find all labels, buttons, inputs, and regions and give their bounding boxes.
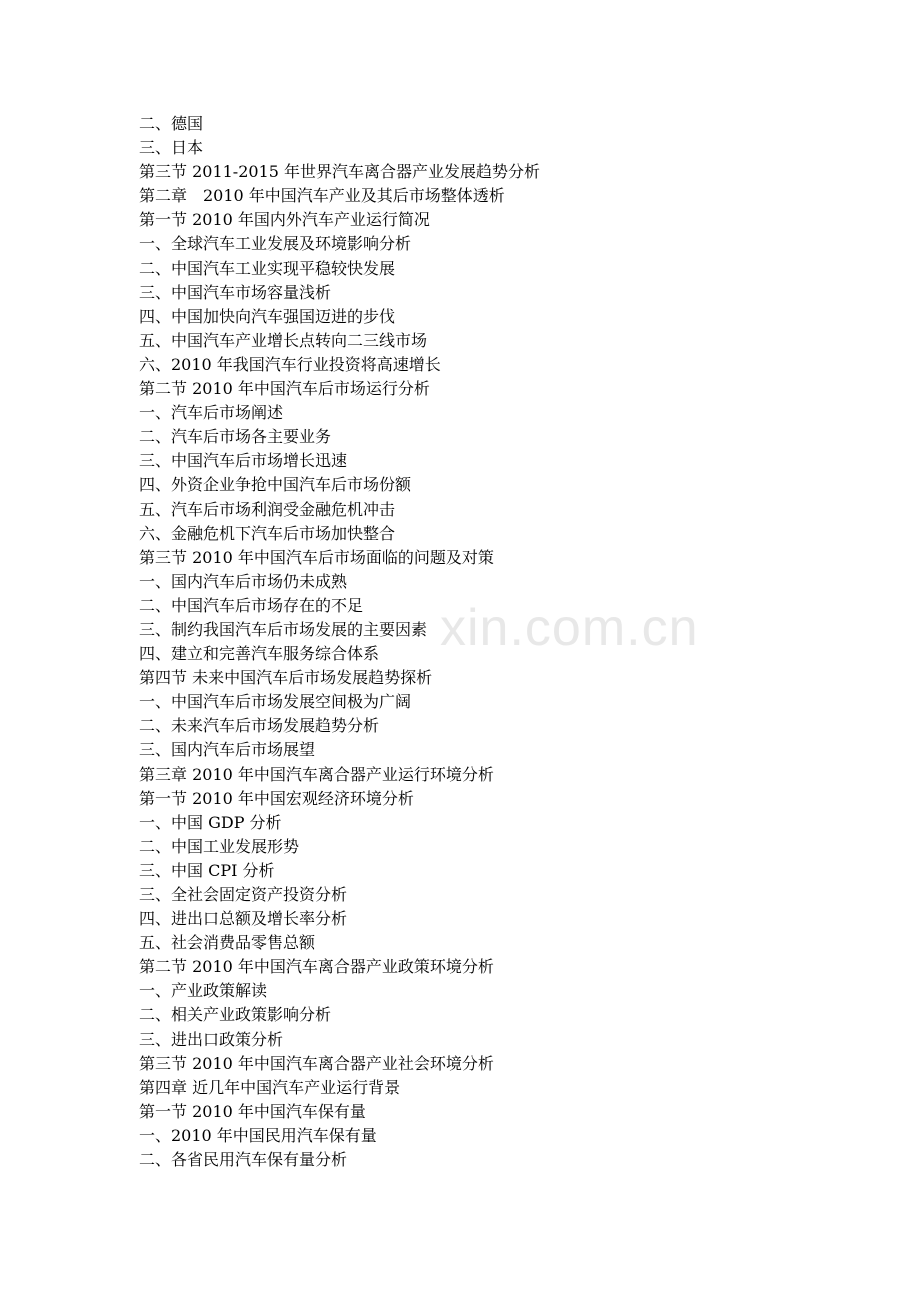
toc-line: 第一节 2010 年国内外汽车产业运行简况 [139,210,430,230]
toc-line: 三、中国汽车市场容量浅析 [139,282,332,302]
toc-line: 三、进出口政策分析 [139,1029,284,1049]
toc-line: 一、中国汽车后市场发展空间极为广阔 [139,692,412,712]
toc-line: 五、中国汽车产业增长点转向二三线市场 [139,330,428,350]
toc-line: 二、中国汽车后市场存在的不足 [139,595,364,615]
toc-line: 二、德国 [139,114,204,133]
toc-line: 第一节 2010 年中国汽车保有量 [139,1101,366,1121]
toc-line: 第三节 2011-2015 年世界汽车离合器产业发展趋势分析 [139,162,541,182]
toc-line: 三、全社会固定资产投资分析 [139,885,348,904]
toc-line: 三、中国 CPI 分析 [139,860,275,880]
toc-line: 一、中国 GDP 分析 [139,812,282,832]
toc-line: 二、各省民用汽车保有量分析 [139,1150,348,1170]
toc-line: 四、进出口总额及增长率分析 [139,909,348,929]
toc-line: 五、汽车后市场利润受金融危机冲击 [139,499,396,519]
toc-line: 第四章 近几年中国汽车产业运行背景 [139,1077,401,1097]
toc-line: 四、建立和完善汽车服务综合体系 [139,644,380,664]
toc-line: 第一节 2010 年中国宏观经济环境分析 [139,788,414,808]
toc-line: 第三章 2010 年中国汽车离合器产业运行环境分析 [139,764,494,784]
toc-line: 四、中国加快向汽车强国迈进的步伐 [139,306,396,326]
toc-line: 一、全球汽车工业发展及环境影响分析 [139,234,412,254]
toc-line: 第二节 2010 年中国汽车后市场运行分析 [139,379,430,399]
toc-line: 二、中国工业发展形势 [139,836,300,856]
toc-line: 一、国内汽车后市场仍未成熟 [139,571,348,591]
toc-line: 第二章 2010 年中国汽车产业及其后市场整体透析 [139,186,505,206]
toc-line: 一、产业政策解读 [139,981,268,1001]
toc-line: 二、相关产业政策影响分析 [139,1005,332,1025]
toc-line: 三、中国汽车后市场增长迅速 [139,451,348,471]
toc-line: 三、制约我国汽车后市场发展的主要因素 [139,619,428,639]
watermark: xin.com.cn [440,599,699,657]
toc-line: 五、社会消费品零售总额 [139,933,316,953]
toc-line: 三、日本 [139,138,204,158]
toc-line: 第四节 未来中国汽车后市场发展趋势探析 [139,668,433,688]
toc-line: 三、国内汽车后市场展望 [139,740,316,760]
toc-line: 一、2010 年中国民用汽车保有量 [139,1125,377,1145]
toc-line: 第二节 2010 年中国汽车离合器产业政策环境分析 [139,957,494,977]
toc-line: 二、未来汽车后市场发展趋势分析 [139,716,380,736]
toc-line: 第三节 2010 年中国汽车离合器产业社会环境分析 [139,1053,494,1073]
toc-line: 一、汽车后市场阐述 [139,403,284,423]
toc-line: 四、外资企业争抢中国汽车后市场份额 [139,475,412,495]
toc-line: 六、2010 年我国汽车行业投资将高速增长 [139,354,441,374]
toc-line: 六、金融危机下汽车后市场加快整合 [139,523,396,543]
toc-line: 第三节 2010 年中国汽车后市场面临的问题及对策 [139,547,494,567]
table-of-contents [139,112,799,1172]
toc-line: 二、中国汽车工业实现平稳较快发展 [139,258,396,278]
toc-line: 二、汽车后市场各主要业务 [139,427,332,447]
